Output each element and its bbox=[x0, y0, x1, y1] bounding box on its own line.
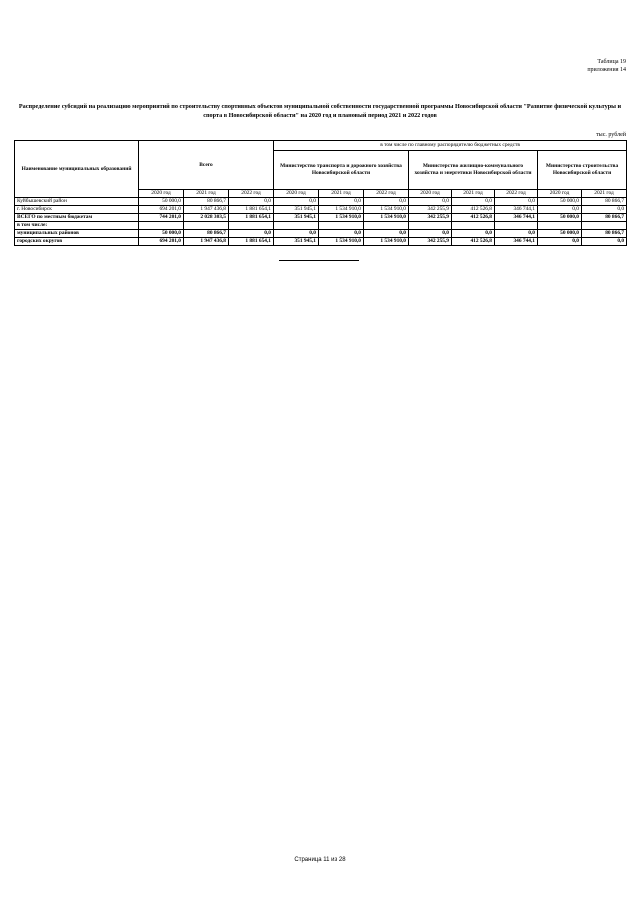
municipality-name: в том числе: bbox=[15, 222, 139, 230]
value-cell: 694 201,0 bbox=[139, 206, 184, 214]
value-cell: 342 255,9 bbox=[409, 214, 452, 222]
value-cell: 2 028 303,5 bbox=[184, 214, 229, 222]
value-cell bbox=[495, 222, 538, 230]
value-cell bbox=[364, 222, 409, 230]
year-header: 2022 год bbox=[229, 190, 274, 198]
value-cell: 346 744,1 bbox=[495, 214, 538, 222]
value-cell: 80 866,7 bbox=[582, 214, 627, 222]
value-cell: 0,0 bbox=[538, 238, 582, 246]
municipality-name: Куйбышевский район bbox=[15, 198, 139, 206]
value-cell: 0,0 bbox=[229, 198, 274, 206]
year-header: 2020 год bbox=[274, 190, 319, 198]
value-cell: 0,0 bbox=[495, 230, 538, 238]
value-cell bbox=[452, 222, 495, 230]
appendix-reference: приложения 14 bbox=[587, 67, 626, 73]
year-header: 2021 год bbox=[582, 190, 627, 198]
year-header: 2021 год bbox=[184, 190, 229, 198]
column-header-group: в том числе по главному распорядителю бюджетных средств bbox=[274, 141, 627, 151]
table-number: Таблица 19 bbox=[597, 59, 626, 65]
table-row bbox=[15, 230, 627, 238]
year-header: 2021 год bbox=[452, 190, 495, 198]
value-cell: 80 866,7 bbox=[582, 198, 627, 206]
value-cell: 50 000,0 bbox=[538, 230, 582, 238]
column-header-ministry-construction: Министерство строительства Новосибирской области bbox=[538, 151, 627, 190]
value-cell: 346 744,1 bbox=[495, 238, 538, 246]
value-cell: 412 526,8 bbox=[452, 238, 495, 246]
value-cell: 80 866,7 bbox=[184, 198, 229, 206]
value-cell: 1 947 436,8 bbox=[184, 206, 229, 214]
year-header: 2020 год bbox=[538, 190, 582, 198]
value-cell: 50 000,0 bbox=[538, 198, 582, 206]
value-cell: 1 881 654,1 bbox=[229, 238, 274, 246]
table-row bbox=[15, 222, 627, 230]
column-header-ministry-transport: Министерство транспорта и дорожного хозяйства Новосибирской области bbox=[274, 151, 409, 190]
value-cell: 351 945,1 bbox=[274, 206, 319, 214]
value-cell: 694 201,0 bbox=[139, 238, 184, 246]
table-row bbox=[15, 198, 627, 206]
table-row bbox=[15, 206, 627, 214]
value-cell bbox=[274, 222, 319, 230]
value-cell: 0,0 bbox=[229, 230, 274, 238]
municipality-name: муниципальных районов bbox=[15, 230, 139, 238]
page-number: Страница 11 из 28 bbox=[294, 857, 346, 863]
value-cell: 0,0 bbox=[319, 230, 364, 238]
value-cell: 1 534 910,0 bbox=[319, 238, 364, 246]
table-reference bbox=[587, 58, 626, 74]
value-cell: 50 000,0 bbox=[538, 214, 582, 222]
municipality-name: г. Новосибирск bbox=[15, 206, 139, 214]
column-header-name: Наименование муниципальных образований bbox=[15, 141, 139, 198]
year-header: 2022 год bbox=[364, 190, 409, 198]
value-cell: 744 201,0 bbox=[139, 214, 184, 222]
document-title: Распределение субсидий на реализацию мероприятий по строительству спортивных объектов муниципальной собственности государственной программы Новосибирской области "Развитие физической культуры и спорта в Новосибирской области" на 2020 год и плановый период 2021 и 2022 годов bbox=[18, 103, 622, 119]
value-cell: 1 881 654,1 bbox=[229, 214, 274, 222]
value-cell bbox=[538, 222, 582, 230]
subsidy-table bbox=[14, 140, 627, 246]
value-cell: 0,0 bbox=[274, 230, 319, 238]
value-cell bbox=[582, 222, 627, 230]
value-cell: 80 866,7 bbox=[582, 230, 627, 238]
value-cell: 342 255,9 bbox=[409, 206, 452, 214]
value-cell: 0,0 bbox=[582, 238, 627, 246]
year-header: 2022 год bbox=[495, 190, 538, 198]
value-cell: 412 526,8 bbox=[452, 214, 495, 222]
value-cell: 351 945,1 bbox=[274, 238, 319, 246]
value-cell bbox=[229, 222, 274, 230]
value-cell: 0,0 bbox=[452, 230, 495, 238]
value-cell: 0,0 bbox=[409, 230, 452, 238]
column-header-ministry-housing: Министерство жилищно-коммунального хозяйства и энергетики Новосибирской области bbox=[409, 151, 538, 190]
value-cell: 50 000,0 bbox=[139, 230, 184, 238]
value-cell: 1 881 654,1 bbox=[229, 206, 274, 214]
value-cell: 0,0 bbox=[274, 198, 319, 206]
value-cell: 0,0 bbox=[495, 198, 538, 206]
value-cell: 1 534 910,0 bbox=[364, 206, 409, 214]
units-label: тыс. рублей bbox=[596, 132, 626, 138]
value-cell: 0,0 bbox=[364, 198, 409, 206]
table-row-total bbox=[15, 214, 627, 222]
value-cell bbox=[139, 222, 184, 230]
value-cell: 1 534 910,0 bbox=[364, 214, 409, 222]
value-cell: 1 947 436,8 bbox=[184, 238, 229, 246]
value-cell: 351 945,1 bbox=[274, 214, 319, 222]
value-cell: 0,0 bbox=[582, 206, 627, 214]
value-cell: 346 744,1 bbox=[495, 206, 538, 214]
value-cell bbox=[319, 222, 364, 230]
value-cell: 0,0 bbox=[452, 198, 495, 206]
value-cell: 1 534 910,0 bbox=[319, 214, 364, 222]
year-header: 2020 год bbox=[409, 190, 452, 198]
value-cell: 1 534 910,0 bbox=[364, 238, 409, 246]
value-cell: 412 526,8 bbox=[452, 206, 495, 214]
value-cell: 0,0 bbox=[319, 198, 364, 206]
value-cell: 0,0 bbox=[364, 230, 409, 238]
table-row bbox=[15, 238, 627, 246]
value-cell: 1 534 910,0 bbox=[319, 206, 364, 214]
year-header: 2020 год bbox=[139, 190, 184, 198]
value-cell: 0,0 bbox=[538, 206, 582, 214]
value-cell: 50 000,0 bbox=[139, 198, 184, 206]
value-cell bbox=[409, 222, 452, 230]
column-header-total: Всего bbox=[139, 141, 274, 190]
value-cell bbox=[184, 222, 229, 230]
table-end-divider bbox=[279, 260, 359, 261]
value-cell: 0,0 bbox=[409, 198, 452, 206]
value-cell: 342 255,9 bbox=[409, 238, 452, 246]
year-header: 2021 год bbox=[319, 190, 364, 198]
value-cell: 80 866,7 bbox=[184, 230, 229, 238]
municipality-name: ВСЕГО по местным бюджетам bbox=[15, 214, 139, 222]
municipality-name: городских округов bbox=[15, 238, 139, 246]
